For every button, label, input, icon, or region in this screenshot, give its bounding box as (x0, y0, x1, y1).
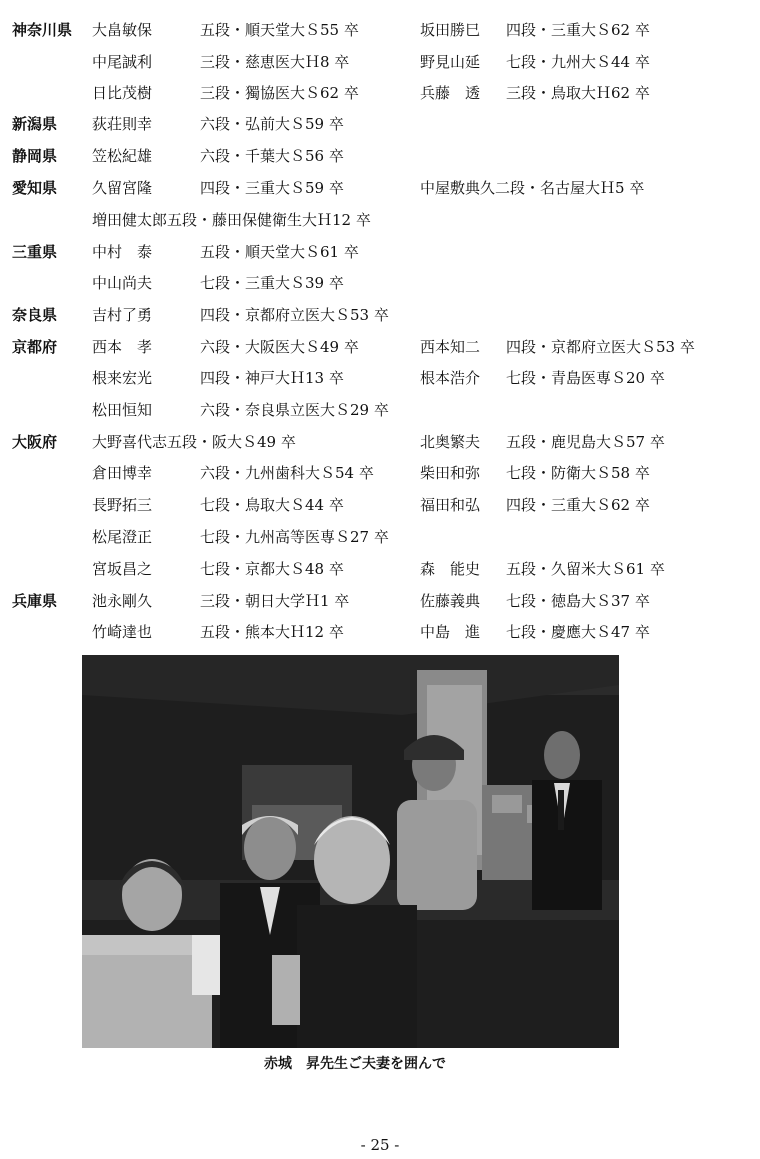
member-entry (420, 590, 650, 611)
member-entry (420, 367, 665, 388)
member-entry (420, 51, 650, 72)
member-entry (92, 462, 374, 483)
member-detail: 四段・三重大Ｓ62 卒 (506, 496, 650, 514)
member-entry (92, 113, 344, 134)
member-entry (92, 209, 371, 230)
member-name: 根本浩介 (420, 369, 481, 387)
list-row (0, 617, 760, 645)
member-detail: 六段・奈良県立医大Ｓ29 卒 (200, 401, 389, 419)
member-entry (92, 304, 389, 325)
member-entry (92, 51, 349, 72)
member-name: 森 能史 (420, 560, 481, 578)
member-entry (92, 526, 389, 547)
member-entry (92, 399, 389, 420)
group-photo-image (82, 655, 619, 1048)
member-name: 増田健太郎 (92, 211, 168, 229)
prefecture-label: 兵庫県 (12, 592, 58, 610)
member-name: 大野喜代志 (92, 433, 168, 451)
member-name: 中屋敷典久 (420, 179, 496, 197)
list-row (0, 395, 760, 423)
list-row (0, 427, 760, 455)
member-entry (92, 272, 344, 293)
member-detail: 四段・三重大Ｓ59 卒 (200, 179, 344, 197)
member-name: 池永剛久 (92, 592, 153, 610)
member-entry (92, 431, 296, 452)
member-name: 竹崎達也 (92, 623, 153, 641)
member-entry (420, 621, 650, 642)
member-entry (420, 336, 695, 357)
prefecture-label: 新潟県 (12, 115, 58, 133)
list-row (0, 205, 760, 233)
list-row (0, 554, 760, 582)
member-entry (420, 431, 665, 452)
member-entry (420, 494, 650, 515)
member-detail: 七段・九州大Ｓ44 卒 (506, 53, 650, 71)
prefecture-label: 京都府 (12, 338, 58, 356)
list-row (0, 268, 760, 296)
list-row (0, 363, 760, 391)
member-detail: 四段・京都府立医大Ｓ53 卒 (200, 306, 389, 324)
member-entry (420, 82, 650, 103)
list-row (0, 586, 760, 614)
member-name: 倉田博幸 (92, 464, 153, 482)
member-entry (92, 336, 359, 357)
list-row (0, 78, 760, 106)
member-detail: 六段・千葉大Ｓ56 卒 (200, 147, 344, 165)
member-detail: 七段・慶應大Ｓ47 卒 (506, 623, 650, 641)
prefecture-label: 三重県 (12, 243, 58, 261)
member-name: 佐藤義典 (420, 592, 481, 610)
group-photo (82, 655, 619, 1048)
member-name: 大畠敏保 (92, 21, 153, 39)
member-detail: 七段・京都大Ｓ48 卒 (200, 560, 344, 578)
member-entry (92, 145, 344, 166)
list-row (0, 173, 760, 201)
list-row (0, 109, 760, 137)
page-number: - 25 - (360, 1136, 400, 1154)
list-row (0, 522, 760, 550)
member-name: 野見山延 (420, 53, 481, 71)
member-detail: 四段・京都府立医大Ｓ53 卒 (506, 338, 695, 356)
member-detail: 七段・青島医専Ｓ20 卒 (506, 369, 665, 387)
member-detail: 七段・九州高等医専Ｓ27 卒 (200, 528, 389, 546)
prefecture-label: 神奈川県 (12, 21, 73, 39)
member-detail: 三段・獨協医大Ｓ62 卒 (200, 84, 359, 102)
member-entry (92, 177, 344, 198)
member-name: 中山尚夫 (92, 274, 153, 292)
member-name: 福田和弘 (420, 496, 481, 514)
member-detail: 五段・鹿児島大Ｓ57 卒 (506, 433, 665, 451)
member-name: 柴田和弥 (420, 464, 481, 482)
member-detail: 五段・順天堂大Ｓ61 卒 (200, 243, 359, 261)
prefecture-label: 奈良県 (12, 306, 58, 324)
photo-caption (0, 1053, 760, 1073)
member-detail: 三段・朝日大学Ｈ1 卒 (200, 592, 350, 610)
list-row (0, 332, 760, 360)
list-row (0, 458, 760, 486)
member-entry (92, 621, 344, 642)
member-detail: 二段・名古屋大Ｈ5 卒 (495, 179, 645, 197)
list-row (0, 47, 760, 75)
prefecture-label: 静岡県 (12, 147, 58, 165)
member-entry (92, 367, 344, 388)
member-name: 松田恒知 (92, 401, 153, 419)
member-name: 長野拓三 (92, 496, 153, 514)
member-entry (420, 19, 650, 40)
member-entry (92, 19, 359, 40)
member-detail: 三段・慈恵医大Ｈ8 卒 (200, 53, 350, 71)
list-row (0, 15, 760, 43)
member-entry (92, 558, 344, 579)
member-entry (420, 462, 650, 483)
member-detail: 五段・熊本大Ｈ12 卒 (200, 623, 344, 641)
member-detail: 六段・大阪医大Ｓ49 卒 (200, 338, 359, 356)
member-name: 坂田勝巳 (420, 21, 481, 39)
member-detail: 五段・阪大Ｓ49 卒 (167, 433, 296, 451)
member-entry (92, 590, 349, 611)
list-row (0, 300, 760, 328)
prefecture-label: 愛知県 (12, 179, 58, 197)
member-detail: 六段・弘前大Ｓ59 卒 (200, 115, 344, 133)
member-detail: 七段・鳥取大Ｓ44 卒 (200, 496, 344, 514)
list-row (0, 237, 760, 265)
member-entry (92, 82, 359, 103)
member-name: 北奥繁夫 (420, 433, 481, 451)
member-name: 荻荘則幸 (92, 115, 153, 133)
member-name: 兵藤 透 (420, 84, 481, 102)
list-row (0, 490, 760, 518)
member-name: 西本知二 (420, 338, 481, 356)
member-detail: 五段・藤田保健衛生大Ｈ12 卒 (167, 211, 371, 229)
member-detail: 七段・防衛大Ｓ58 卒 (506, 464, 650, 482)
member-entry (420, 558, 665, 579)
member-name: 中島 進 (420, 623, 481, 641)
member-name: 宮坂昌之 (92, 560, 153, 578)
member-name: 中尾誠利 (92, 53, 153, 71)
member-entry (92, 494, 344, 515)
member-entry (92, 241, 359, 262)
list-row (0, 141, 760, 169)
member-entry (420, 177, 644, 198)
member-detail: 三段・鳥取大Ｈ62 卒 (506, 84, 650, 102)
member-detail: 七段・三重大Ｓ39 卒 (200, 274, 344, 292)
member-name: 笠松紀雄 (92, 147, 153, 165)
member-name: 久留宮隆 (92, 179, 153, 197)
member-detail: 五段・順天堂大Ｓ55 卒 (200, 21, 359, 39)
member-detail: 四段・三重大Ｓ62 卒 (506, 21, 650, 39)
member-detail: 四段・神戸大Ｈ13 卒 (200, 369, 344, 387)
member-name: 吉村了勇 (92, 306, 153, 324)
prefecture-label: 大阪府 (12, 433, 58, 451)
member-detail: 七段・徳島大Ｓ37 卒 (506, 592, 650, 610)
member-name: 西本 孝 (92, 338, 153, 356)
member-detail: 六段・九州歯科大Ｓ54 卒 (200, 464, 374, 482)
member-name: 根来宏光 (92, 369, 153, 387)
member-name: 日比茂樹 (92, 84, 153, 102)
member-detail: 五段・久留米大Ｓ61 卒 (506, 560, 665, 578)
member-name: 松尾澄正 (92, 528, 153, 546)
photo-caption-text: 赤城 昇先生ご夫妻を囲んで (264, 1056, 446, 1072)
member-name: 中村 泰 (92, 243, 153, 261)
